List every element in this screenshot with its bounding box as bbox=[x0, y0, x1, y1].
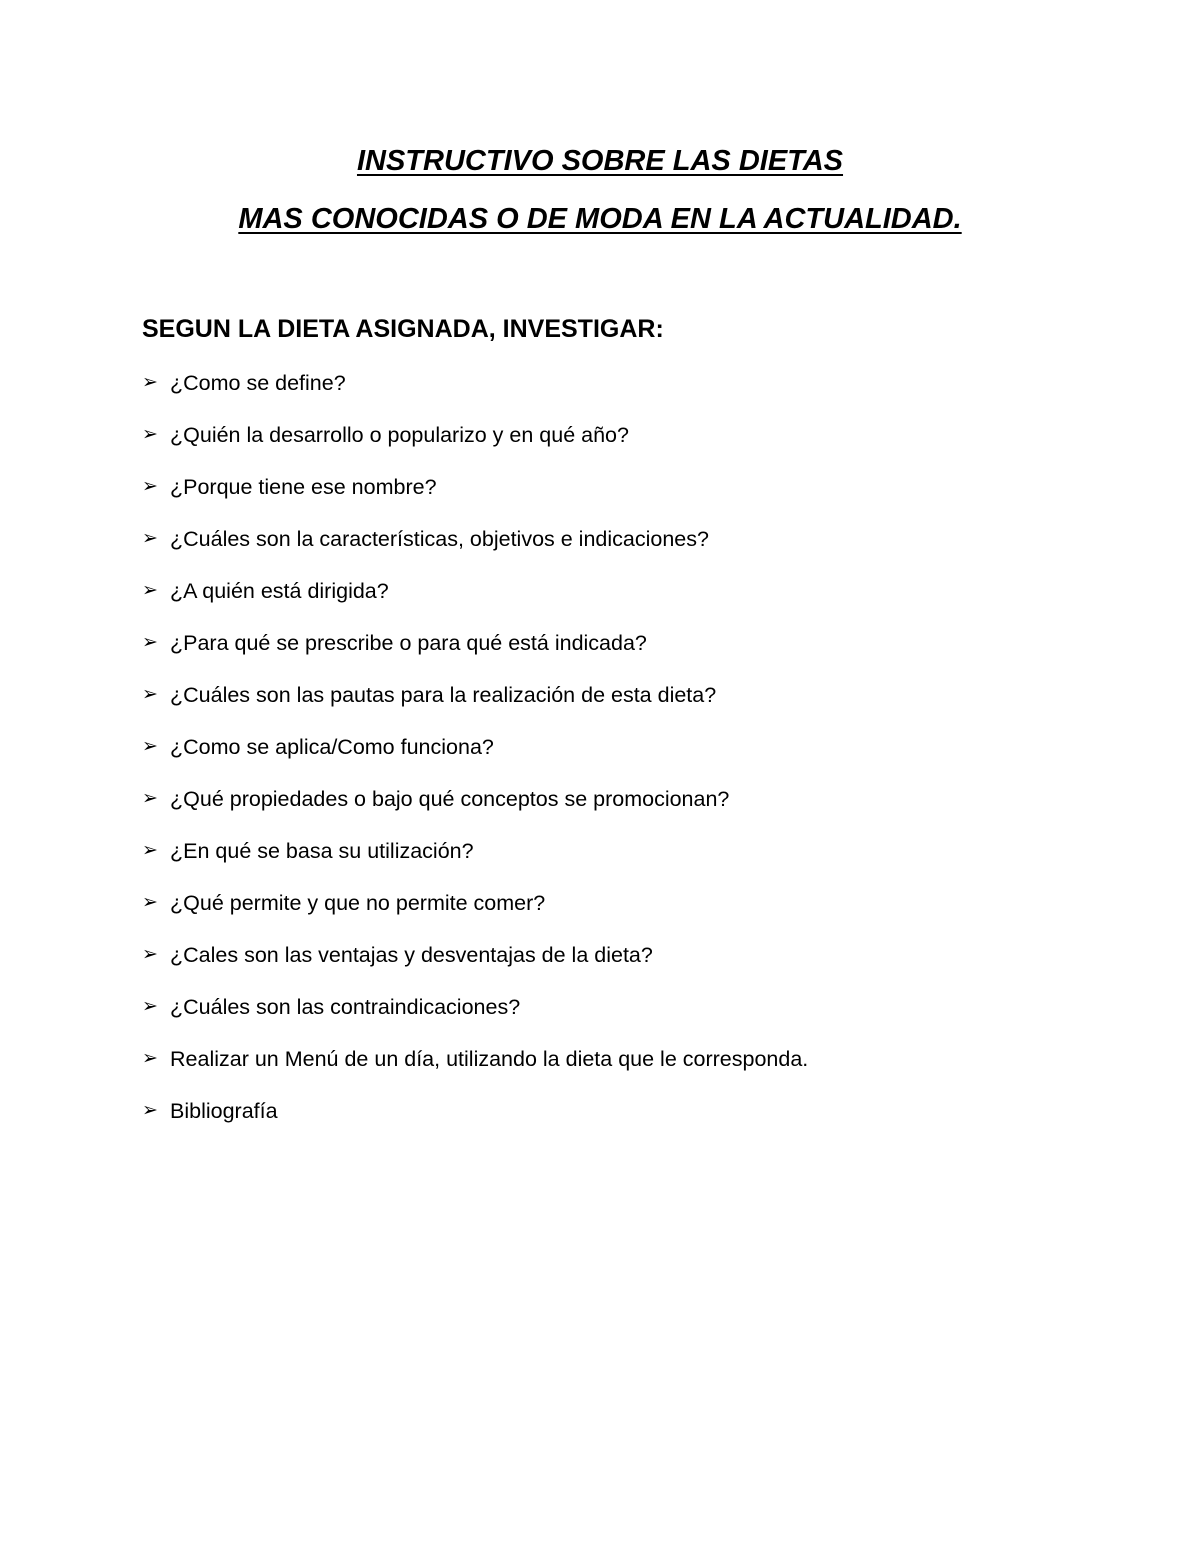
list-item-text: ¿Cuáles son las pautas para la realización de esta dieta? bbox=[170, 683, 717, 707]
arrow-bullet-icon: ➢ bbox=[142, 684, 158, 705]
list-item bbox=[142, 1095, 808, 1147]
list-item-text: ¿Cales son las ventajas y desventajas de la dieta? bbox=[170, 943, 653, 967]
list-item-text: ¿Cuáles son las contraindicaciones? bbox=[170, 995, 521, 1019]
arrow-bullet-icon: ➢ bbox=[142, 424, 158, 445]
list-item bbox=[142, 679, 808, 731]
arrow-bullet-icon: ➢ bbox=[142, 788, 158, 809]
list-item bbox=[142, 783, 808, 835]
list-item bbox=[142, 471, 808, 523]
list-item-text: ¿Qué permite y que no permite comer? bbox=[170, 891, 546, 915]
arrow-bullet-icon: ➢ bbox=[142, 580, 158, 601]
list-item-text: ¿A quién está dirigida? bbox=[170, 579, 389, 603]
list-item bbox=[142, 835, 808, 887]
arrow-bullet-icon: ➢ bbox=[142, 944, 158, 965]
list-item bbox=[142, 627, 808, 679]
list-item-text: ¿Porque tiene ese nombre? bbox=[170, 475, 437, 499]
arrow-bullet-icon: ➢ bbox=[142, 996, 158, 1017]
arrow-bullet-icon: ➢ bbox=[142, 1048, 158, 1069]
list-item bbox=[142, 731, 808, 783]
list-item-text: ¿Cuáles son la características, objetivos e indicaciones? bbox=[170, 527, 709, 551]
list-item-text: ¿Para qué se prescribe o para qué está indicada? bbox=[170, 631, 647, 655]
question-list bbox=[142, 367, 808, 1147]
list-item bbox=[142, 367, 808, 419]
arrow-bullet-icon: ➢ bbox=[142, 372, 158, 393]
arrow-bullet-icon: ➢ bbox=[142, 476, 158, 497]
list-item-text: Bibliografía bbox=[170, 1099, 278, 1123]
list-item bbox=[142, 575, 808, 627]
list-item-text: ¿Quién la desarrollo o popularizo y en qué año? bbox=[170, 423, 629, 447]
arrow-bullet-icon: ➢ bbox=[142, 528, 158, 549]
document-title-line-2: MAS CONOCIDAS O DE MODA EN LA ACTUALIDAD. bbox=[238, 203, 962, 235]
list-item bbox=[142, 887, 808, 939]
arrow-bullet-icon: ➢ bbox=[142, 736, 158, 757]
list-item-text: ¿Como se define? bbox=[170, 371, 346, 395]
list-item bbox=[142, 1043, 808, 1095]
arrow-bullet-icon: ➢ bbox=[142, 892, 158, 913]
list-item-text: ¿Qué propiedades o bajo qué conceptos se promocionan? bbox=[170, 787, 730, 811]
arrow-bullet-icon: ➢ bbox=[142, 1100, 158, 1121]
list-item bbox=[142, 939, 808, 991]
list-item bbox=[142, 419, 808, 471]
section-heading: SEGUN LA DIETA ASIGNADA, INVESTIGAR: bbox=[142, 315, 664, 343]
document-title-line-1: INSTRUCTIVO SOBRE LAS DIETAS bbox=[356, 145, 844, 177]
list-item-text: ¿En qué se basa su utilización? bbox=[170, 839, 474, 863]
list-item-text: ¿Como se aplica/Como funciona? bbox=[170, 735, 494, 759]
list-item bbox=[142, 523, 808, 575]
arrow-bullet-icon: ➢ bbox=[142, 632, 158, 653]
list-item-text: Realizar un Menú de un día, utilizando la dieta que le corresponda. bbox=[170, 1047, 809, 1071]
arrow-bullet-icon: ➢ bbox=[142, 840, 158, 861]
list-item bbox=[142, 991, 808, 1043]
